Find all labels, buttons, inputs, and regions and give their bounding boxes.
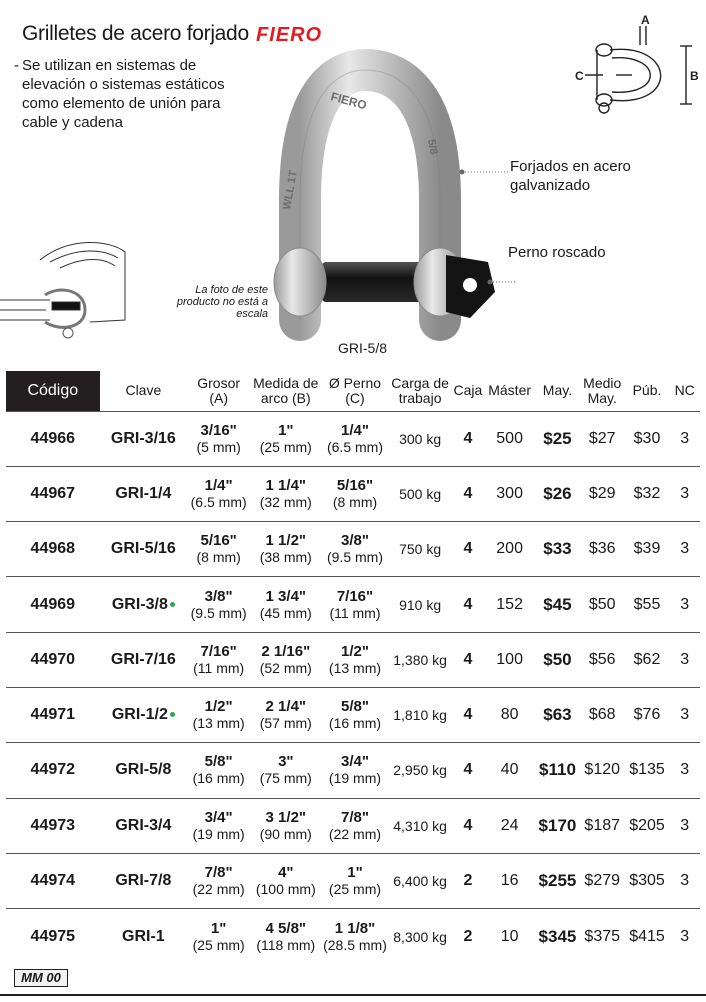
cell-clave: GRI-1 xyxy=(100,909,188,964)
cell-codigo: 44972 xyxy=(6,743,100,798)
col-perno: Ø Perno (C) xyxy=(328,374,382,406)
cell-perno: 7/16" (11 mm) xyxy=(321,577,388,632)
cell-master: 16 xyxy=(484,853,535,908)
cell-caja: 4 xyxy=(452,632,485,687)
cell-caja: 4 xyxy=(452,743,485,798)
cell-may: $25 xyxy=(535,411,580,466)
bullet-dash: - xyxy=(14,57,19,74)
cell-clave: GRI-1/4 xyxy=(100,466,188,521)
cell-carga: 750 kg xyxy=(389,522,452,577)
table-row xyxy=(6,522,700,577)
cell-clave: GRI-7/8 xyxy=(100,853,188,908)
cell-carga: 4,310 kg xyxy=(389,798,452,853)
cell-pub: $39 xyxy=(625,522,670,577)
cell-clave: GRI-5/8 xyxy=(100,743,188,798)
cell-carga: 8,300 kg xyxy=(389,909,452,964)
label-c: C xyxy=(575,69,584,83)
table-row xyxy=(6,411,700,466)
cell-codigo: 44971 xyxy=(6,687,100,742)
engraving-right: 5/8 xyxy=(425,138,440,156)
callout-dot-pin xyxy=(488,280,493,285)
cell-master: 40 xyxy=(484,743,535,798)
cell-may: $26 xyxy=(535,466,580,521)
cell-codigo: 44975 xyxy=(6,909,100,964)
cell-codigo: 44966 xyxy=(6,411,100,466)
cell-caja: 2 xyxy=(452,853,485,908)
page-tag: MM 00 xyxy=(14,969,68,987)
cell-codigo: 44967 xyxy=(6,466,100,521)
cell-perno: 3/4" (19 mm) xyxy=(321,743,388,798)
cell-grosor: 1/4" (6.5 mm) xyxy=(187,466,250,521)
cell-clave: GRI-1/2 xyxy=(100,687,188,742)
engraving-left: WLL 1T xyxy=(281,169,300,211)
cell-carga: 500 kg xyxy=(389,466,452,521)
col-arco: Medida de arco (B) xyxy=(253,374,319,406)
cell-perno: 7/8" (22 mm) xyxy=(321,798,388,853)
cell-caja: 4 xyxy=(452,798,485,853)
footer-rule xyxy=(0,994,706,996)
col-pub: Púb. xyxy=(632,382,662,399)
cell-medio: $120 xyxy=(580,743,625,798)
availability-dot-icon xyxy=(170,712,175,717)
cell-master: 300 xyxy=(484,466,535,521)
cell-master: 200 xyxy=(484,522,535,577)
cell-codigo: 44969 xyxy=(6,577,100,632)
col-grosor: Grosor (A) xyxy=(197,374,241,406)
cell-may: $170 xyxy=(535,798,580,853)
cell-master: 80 xyxy=(484,687,535,742)
cell-carga: 1,380 kg xyxy=(389,632,452,687)
cell-arco: 2 1/16" (52 mm) xyxy=(250,632,321,687)
col-nc: NC xyxy=(674,382,695,399)
cell-codigo: 44973 xyxy=(6,798,100,853)
cell-nc: 3 xyxy=(669,909,700,964)
cell-carga: 2,950 kg xyxy=(389,743,452,798)
table-row xyxy=(6,743,700,798)
col-codigo: Código xyxy=(6,371,100,411)
cell-nc: 3 xyxy=(669,632,700,687)
cell-pub: $32 xyxy=(625,466,670,521)
cell-nc: 3 xyxy=(669,743,700,798)
cell-may: $50 xyxy=(535,632,580,687)
page-title: Grilletes de acero forjado xyxy=(22,22,249,45)
cell-may: $345 xyxy=(535,909,580,964)
cell-pub: $205 xyxy=(625,798,670,853)
cell-arco: 1 3/4" (45 mm) xyxy=(250,577,321,632)
cell-arco: 1 1/4" (32 mm) xyxy=(250,466,321,521)
cell-nc: 3 xyxy=(669,522,700,577)
cell-perno: 3/8" (9.5 mm) xyxy=(321,522,388,577)
cell-may: $63 xyxy=(535,687,580,742)
product-table xyxy=(6,371,700,964)
col-caja: Caja xyxy=(453,382,483,399)
engraving-top: FIERO xyxy=(329,89,369,113)
cell-nc: 3 xyxy=(669,687,700,742)
cell-clave: GRI-5/16 xyxy=(100,522,188,577)
cell-arco: 4 5/8" (118 mm) xyxy=(250,909,321,964)
table-row xyxy=(6,798,700,853)
cell-codigo: 44970 xyxy=(6,632,100,687)
cell-arco: 1 1/2" (38 mm) xyxy=(250,522,321,577)
cell-caja: 4 xyxy=(452,687,485,742)
cell-perno: 1 1/8" (28.5 mm) xyxy=(321,909,388,964)
cell-pub: $415 xyxy=(625,909,670,964)
cell-perno: 1/4" (6.5 mm) xyxy=(321,411,388,466)
col-master: Máster xyxy=(488,382,532,399)
callout-dot-material xyxy=(460,170,465,175)
cell-medio: $68 xyxy=(580,687,625,742)
cell-perno: 5/16" (8 mm) xyxy=(321,466,388,521)
usage-sketch xyxy=(0,242,125,338)
cell-carga: 910 kg xyxy=(389,577,452,632)
cell-grosor: 7/16" (11 mm) xyxy=(187,632,250,687)
model-caption: GRI-5/8 xyxy=(338,340,388,356)
col-medio: Medio May. xyxy=(583,374,622,406)
cell-nc: 3 xyxy=(669,577,700,632)
cell-arco: 1" (25 mm) xyxy=(250,411,321,466)
cell-grosor: 3/4" (19 mm) xyxy=(187,798,250,853)
cell-medio: $56 xyxy=(580,632,625,687)
cell-master: 24 xyxy=(484,798,535,853)
cell-may: $110 xyxy=(535,743,580,798)
cell-pub: $305 xyxy=(625,853,670,908)
cell-caja: 4 xyxy=(452,522,485,577)
cell-nc: 3 xyxy=(669,466,700,521)
cell-perno: 5/8" (16 mm) xyxy=(321,687,388,742)
table-row xyxy=(6,466,700,521)
col-carga: Carga de trabajo xyxy=(391,374,449,406)
table-row xyxy=(6,577,700,632)
cell-pub: $55 xyxy=(625,577,670,632)
cell-grosor: 3/16" (5 mm) xyxy=(187,411,250,466)
cell-nc: 3 xyxy=(669,798,700,853)
cell-perno: 1/2" (13 mm) xyxy=(321,632,388,687)
table-row xyxy=(6,687,700,742)
cell-perno: 1" (25 mm) xyxy=(321,853,388,908)
cell-carga: 6,400 kg xyxy=(389,853,452,908)
callout-pin: Perno roscado xyxy=(508,244,606,261)
cell-clave: GRI-3/16 xyxy=(100,411,188,466)
brand-logo: FIERO xyxy=(256,24,323,46)
cell-pub: $135 xyxy=(625,743,670,798)
availability-dot-icon xyxy=(170,602,175,607)
cell-arco: 3" (75 mm) xyxy=(250,743,321,798)
cell-clave: GRI-3/8 xyxy=(100,577,188,632)
cell-medio: $375 xyxy=(580,909,625,964)
label-b: B xyxy=(690,69,699,83)
cell-master: 10 xyxy=(484,909,535,964)
cell-arco: 2 1/4" (57 mm) xyxy=(250,687,321,742)
cell-medio: $29 xyxy=(580,466,625,521)
cell-caja: 4 xyxy=(452,411,485,466)
cell-grosor: 1" (25 mm) xyxy=(187,909,250,964)
cell-clave: GRI-3/4 xyxy=(100,798,188,853)
dimension-diagram xyxy=(585,26,692,113)
cell-grosor: 5/16" (8 mm) xyxy=(187,522,250,577)
cell-medio: $187 xyxy=(580,798,625,853)
cell-medio: $36 xyxy=(580,522,625,577)
cell-pub: $76 xyxy=(625,687,670,742)
cell-master: 100 xyxy=(484,632,535,687)
cell-arco: 3 1/2" (90 mm) xyxy=(250,798,321,853)
cell-carga: 1,810 kg xyxy=(389,687,452,742)
table-row xyxy=(6,632,700,687)
callout-material: Forjados en acero galvanizado xyxy=(510,158,631,194)
cell-medio: $279 xyxy=(580,853,625,908)
col-may: May. xyxy=(542,382,573,399)
cell-carga: 300 kg xyxy=(389,411,452,466)
table-header-row xyxy=(6,371,700,411)
cell-clave: GRI-7/16 xyxy=(100,632,188,687)
cell-may: $33 xyxy=(535,522,580,577)
cell-grosor: 1/2" (13 mm) xyxy=(187,687,250,742)
cell-medio: $27 xyxy=(580,411,625,466)
scale-note: La foto de este producto no está a escala xyxy=(176,284,268,320)
cell-nc: 3 xyxy=(669,411,700,466)
cell-may: $45 xyxy=(535,577,580,632)
cell-pub: $62 xyxy=(625,632,670,687)
shackle-photo xyxy=(274,70,495,320)
col-clave: Clave xyxy=(125,382,162,399)
table-row xyxy=(6,909,700,964)
cell-grosor: 5/8" (16 mm) xyxy=(187,743,250,798)
cell-arco: 4" (100 mm) xyxy=(250,853,321,908)
label-a: A xyxy=(641,13,650,27)
cell-caja: 4 xyxy=(452,466,485,521)
cell-master: 500 xyxy=(484,411,535,466)
cell-may: $255 xyxy=(535,853,580,908)
cell-codigo: 44974 xyxy=(6,853,100,908)
description-text: Se utilizan en sistemas de elevación o sistemas estáticos como elemento de unión para cable y cadena xyxy=(22,57,225,131)
cell-master: 152 xyxy=(484,577,535,632)
cell-codigo: 44968 xyxy=(6,522,100,577)
table-row xyxy=(6,853,700,908)
cell-grosor: 7/8" (22 mm) xyxy=(187,853,250,908)
cell-pub: $30 xyxy=(625,411,670,466)
cell-nc: 3 xyxy=(669,853,700,908)
cell-grosor: 3/8" (9.5 mm) xyxy=(187,577,250,632)
cell-medio: $50 xyxy=(580,577,625,632)
cell-caja: 2 xyxy=(452,909,485,964)
cell-caja: 4 xyxy=(452,577,485,632)
